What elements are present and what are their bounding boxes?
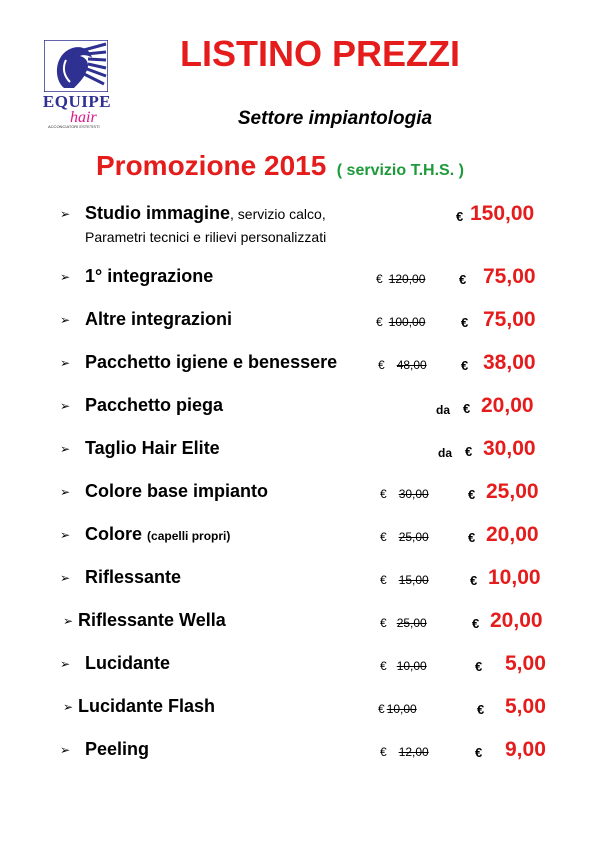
bullet-arrow-icon: ➢ <box>60 399 71 413</box>
bullet-arrow-icon: ➢ <box>60 571 71 585</box>
bullet-arrow-icon: ➢ <box>60 207 71 221</box>
old-price: € 12,00 <box>380 745 429 759</box>
item-price: 150,00 <box>470 202 535 225</box>
item-name: Colore base impianto <box>85 481 269 501</box>
old-price: € 25,00 <box>380 616 427 630</box>
old-price: € 15,00 <box>380 573 429 587</box>
logo-brand-sub: hair <box>70 109 97 126</box>
item-name: Studio immagine, servizio calco, <box>85 203 326 223</box>
price-item <box>0 652 600 689</box>
logo-small-text: ACCONCIATORI ESTETISTI <box>48 124 100 129</box>
currency-symbol: € <box>456 209 464 224</box>
currency-symbol: € <box>468 530 476 545</box>
currency-symbol: € <box>465 444 473 459</box>
currency-symbol: € <box>461 315 469 330</box>
bullet-arrow-icon: ➢ <box>60 743 71 757</box>
item-name: Pacchetto igiene e benessere <box>85 352 338 372</box>
price-item <box>0 566 600 603</box>
item-price: 9,00 <box>505 738 546 761</box>
item-name: Taglio Hair Elite <box>85 438 220 458</box>
bullet-arrow-icon: ➢ <box>60 485 71 499</box>
price-item <box>0 523 600 560</box>
bullet-arrow-icon: ➢ <box>60 657 71 671</box>
from-label: da <box>436 403 451 417</box>
old-price: € 30,00 <box>380 487 429 501</box>
old-price: € 10,00 <box>380 659 427 673</box>
item-name: Riflessante Wella <box>78 610 226 630</box>
bullet-arrow-icon: ➢ <box>60 442 71 456</box>
price-item <box>0 695 600 732</box>
price-item <box>0 308 600 345</box>
currency-symbol: € <box>470 573 478 588</box>
item-name: Lucidante <box>85 653 171 673</box>
old-price: € 10,00 <box>378 702 417 716</box>
price-item <box>0 609 600 646</box>
price-item <box>0 394 600 431</box>
page-subtitle: Settore impiantologia <box>237 108 433 129</box>
bullet-arrow-icon: ➢ <box>60 270 71 284</box>
item-name: Colore (capelli propri) <box>85 524 231 544</box>
item-name: Pacchetto piega <box>85 395 224 415</box>
from-label: da <box>438 446 453 460</box>
item-name: 1° integrazione <box>85 266 214 286</box>
item-extra: (capelli propri) <box>147 529 231 543</box>
item-price: 75,00 <box>483 308 536 331</box>
price-item <box>0 265 600 302</box>
promo-title: Promozione 2015 <box>96 150 327 181</box>
price-item <box>0 437 600 474</box>
bullet-arrow-icon: ➢ <box>60 313 71 327</box>
bullet-arrow-icon: ➢ <box>60 356 71 370</box>
item-price: 20,00 <box>486 523 539 546</box>
item-detail: Parametri tecnici e rilievi personalizzati <box>85 229 327 245</box>
price-item <box>0 480 600 517</box>
price-item <box>0 202 600 245</box>
item-price: 20,00 <box>490 609 543 632</box>
page-title: LISTINO PREZZI <box>179 33 460 74</box>
item-price: 5,00 <box>505 695 546 718</box>
item-extra: , servizio calco, <box>230 206 326 222</box>
currency-symbol: € <box>463 401 471 416</box>
bullet-arrow-icon: ➢ <box>63 614 74 628</box>
bullet-arrow-icon: ➢ <box>63 700 74 714</box>
price-item <box>0 738 600 775</box>
item-name: Altre integrazioni <box>85 309 233 329</box>
item-price: 5,00 <box>505 652 546 675</box>
currency-symbol: € <box>472 616 480 631</box>
item-name: Riflessante <box>85 567 182 587</box>
item-price: 38,00 <box>483 351 536 374</box>
currency-symbol: € <box>477 702 485 717</box>
item-price: 20,00 <box>481 394 534 417</box>
old-price: € 120,00 <box>376 272 426 286</box>
old-price: € 100,00 <box>376 315 426 329</box>
promo-note: ( servizio T.H.S. ) <box>336 162 464 179</box>
item-name: Peeling <box>85 739 150 759</box>
bullet-arrow-icon: ➢ <box>60 528 71 542</box>
old-price: € 48,00 <box>378 358 427 372</box>
currency-symbol: € <box>468 487 476 502</box>
currency-symbol: € <box>459 272 467 287</box>
logo-brand: EQUIPE <box>42 92 112 111</box>
item-price: 30,00 <box>483 437 536 460</box>
currency-symbol: € <box>461 358 469 373</box>
price-item <box>0 351 600 388</box>
old-price: € 25,00 <box>380 530 429 544</box>
item-price: 75,00 <box>483 265 536 288</box>
currency-symbol: € <box>475 659 483 674</box>
item-price: 25,00 <box>486 480 539 503</box>
item-name: Lucidante Flash <box>78 696 216 716</box>
currency-symbol: € <box>475 745 483 760</box>
item-price: 10,00 <box>488 566 541 589</box>
